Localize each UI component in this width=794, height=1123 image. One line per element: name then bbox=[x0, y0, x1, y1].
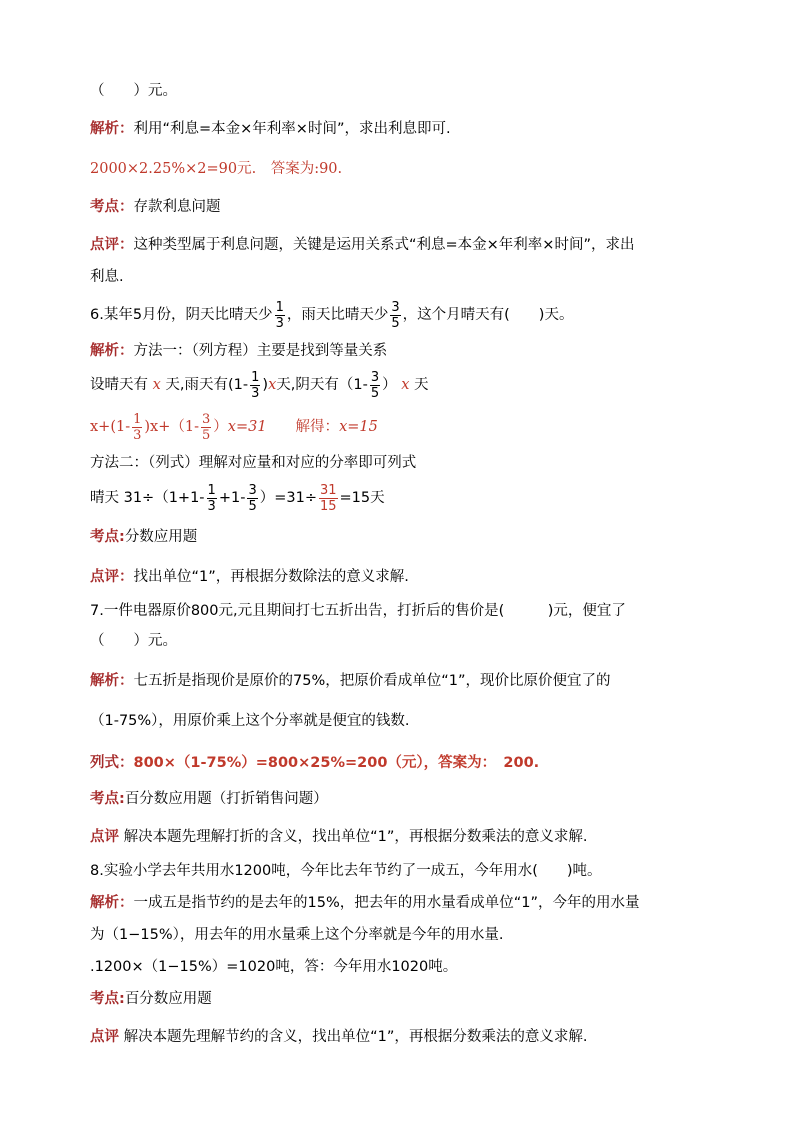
key-point-label: 考点: bbox=[90, 791, 125, 807]
q8-analysis-line2: 为（1−15%），用去年的用水量乘上这个分率就是今年的用水量. bbox=[90, 927, 504, 943]
q6-equation: x+(1- $\frac{1}{3}$ )x+（1- $\frac{3}{5}$ ）x=31 解得：x=15 bbox=[90, 411, 378, 443]
q6-method2-calc: 晴天 31÷（1+1- $\frac{1}{3}$ +1- $\frac{3}{5}$ ）=31÷ $\frac{31}{15}$ =15天 bbox=[90, 482, 385, 514]
q6-method1: 解析：方法一：（列方程）主要是找到等量关系 bbox=[90, 343, 388, 359]
q7-question-line2: （ ）元。 bbox=[90, 633, 177, 649]
q7-comment: 点评 解决本题先理解打折的含义，找出单位“1”，再根据分数乘法的意义求解. bbox=[90, 829, 588, 845]
q8-analysis-line1: 解析：一成五是指节约的是去年的15%，把去年的用水量看成单位“1”，今年的用水量 bbox=[90, 895, 640, 911]
comment-label: 点评 bbox=[90, 1029, 119, 1045]
fraction-one-third: $\frac{1}{3}$ bbox=[275, 299, 284, 331]
q7-key-point: 考点:百分数应用题（打折销售问题） bbox=[90, 791, 328, 807]
fraction-three-fifths: $\frac{3}{5}$ bbox=[391, 299, 400, 331]
key-point-label: 考点: bbox=[90, 991, 125, 1007]
q6-comment: 点评：找出单位“1”，再根据分数除法的意义求解. bbox=[90, 569, 409, 585]
q7-question-line1: 7.一件电器原价800元,元且期间打七五折出告，打折后的售价是( )元，便宜了 bbox=[90, 603, 626, 619]
analysis-label: 解析： bbox=[90, 343, 134, 359]
q8-question: 8.实验小学去年共用水1200吨，今年比去年节约了一成五，今年用水( )吨。 bbox=[90, 863, 602, 879]
q6-equation-setup: 设晴天有 x 天,雨天有(1- $\frac{1}{3}$ )x天,阴天有（1- $\frac{3}{5}$ ） x 天 bbox=[90, 369, 429, 401]
analysis-label: 解析： bbox=[90, 673, 134, 689]
formula-label: 列式： bbox=[90, 755, 134, 771]
q6-key-point: 考点:分数应用题 bbox=[90, 529, 198, 545]
q5-tail: （ ）元。 bbox=[90, 83, 177, 99]
key-point-label: 考点: bbox=[90, 529, 125, 545]
q8-calculation: .1200×（1−15%）=1020吨，答：今年用水1020吨。 bbox=[90, 959, 458, 975]
q5-comment-line1: 点评：这种类型属于利息问题，关键是运用关系式“利息=本金×年利率×时间”，求出 bbox=[90, 237, 635, 253]
analysis-label: 解析： bbox=[90, 895, 134, 911]
comment-label: 点评： bbox=[90, 569, 134, 585]
q5-comment-line2: 利息. bbox=[90, 269, 124, 285]
q7-analysis-line1: 解析：七五折是指现价是原价的75%，把原价看成单位“1”，现价比原价便宜了的 bbox=[90, 673, 611, 689]
q5-analysis: 解析：利用“利息=本金×年利率×时间”，求出利息即可. bbox=[90, 121, 451, 137]
q5-key-point: 考点：存款利息问题 bbox=[90, 199, 221, 215]
q6-method2: 方法二：（列式）理解对应量和对应的分率即可列式 bbox=[90, 455, 417, 471]
analysis-label: 解析： bbox=[90, 121, 134, 137]
q6-question: 6.某年5月份，阴天比晴天少 $\frac{1}{3}$ ，雨天比晴天少 $\frac{3}{5}$ ，这个月晴天有( )天。 bbox=[90, 299, 574, 331]
comment-label: 点评 bbox=[90, 829, 119, 845]
key-point-label: 考点： bbox=[90, 199, 134, 215]
q8-key-point: 考点:百分数应用题 bbox=[90, 991, 212, 1007]
q5-calculation: 2000×2.25%×2=90元. 答案为:90. bbox=[90, 161, 343, 177]
q7-analysis-line2: （1-75%），用原价乘上这个分率就是便宜的钱数. bbox=[90, 713, 410, 729]
q8-comment: 点评 解决本题先理解节约的含义，找出单位“1”，再根据分数乘法的意义求解. bbox=[90, 1029, 588, 1045]
comment-label: 点评： bbox=[90, 237, 134, 253]
q7-formula: 列式：800×（1-75%）=800×25%=200（元），答案为： 200. bbox=[90, 755, 540, 771]
